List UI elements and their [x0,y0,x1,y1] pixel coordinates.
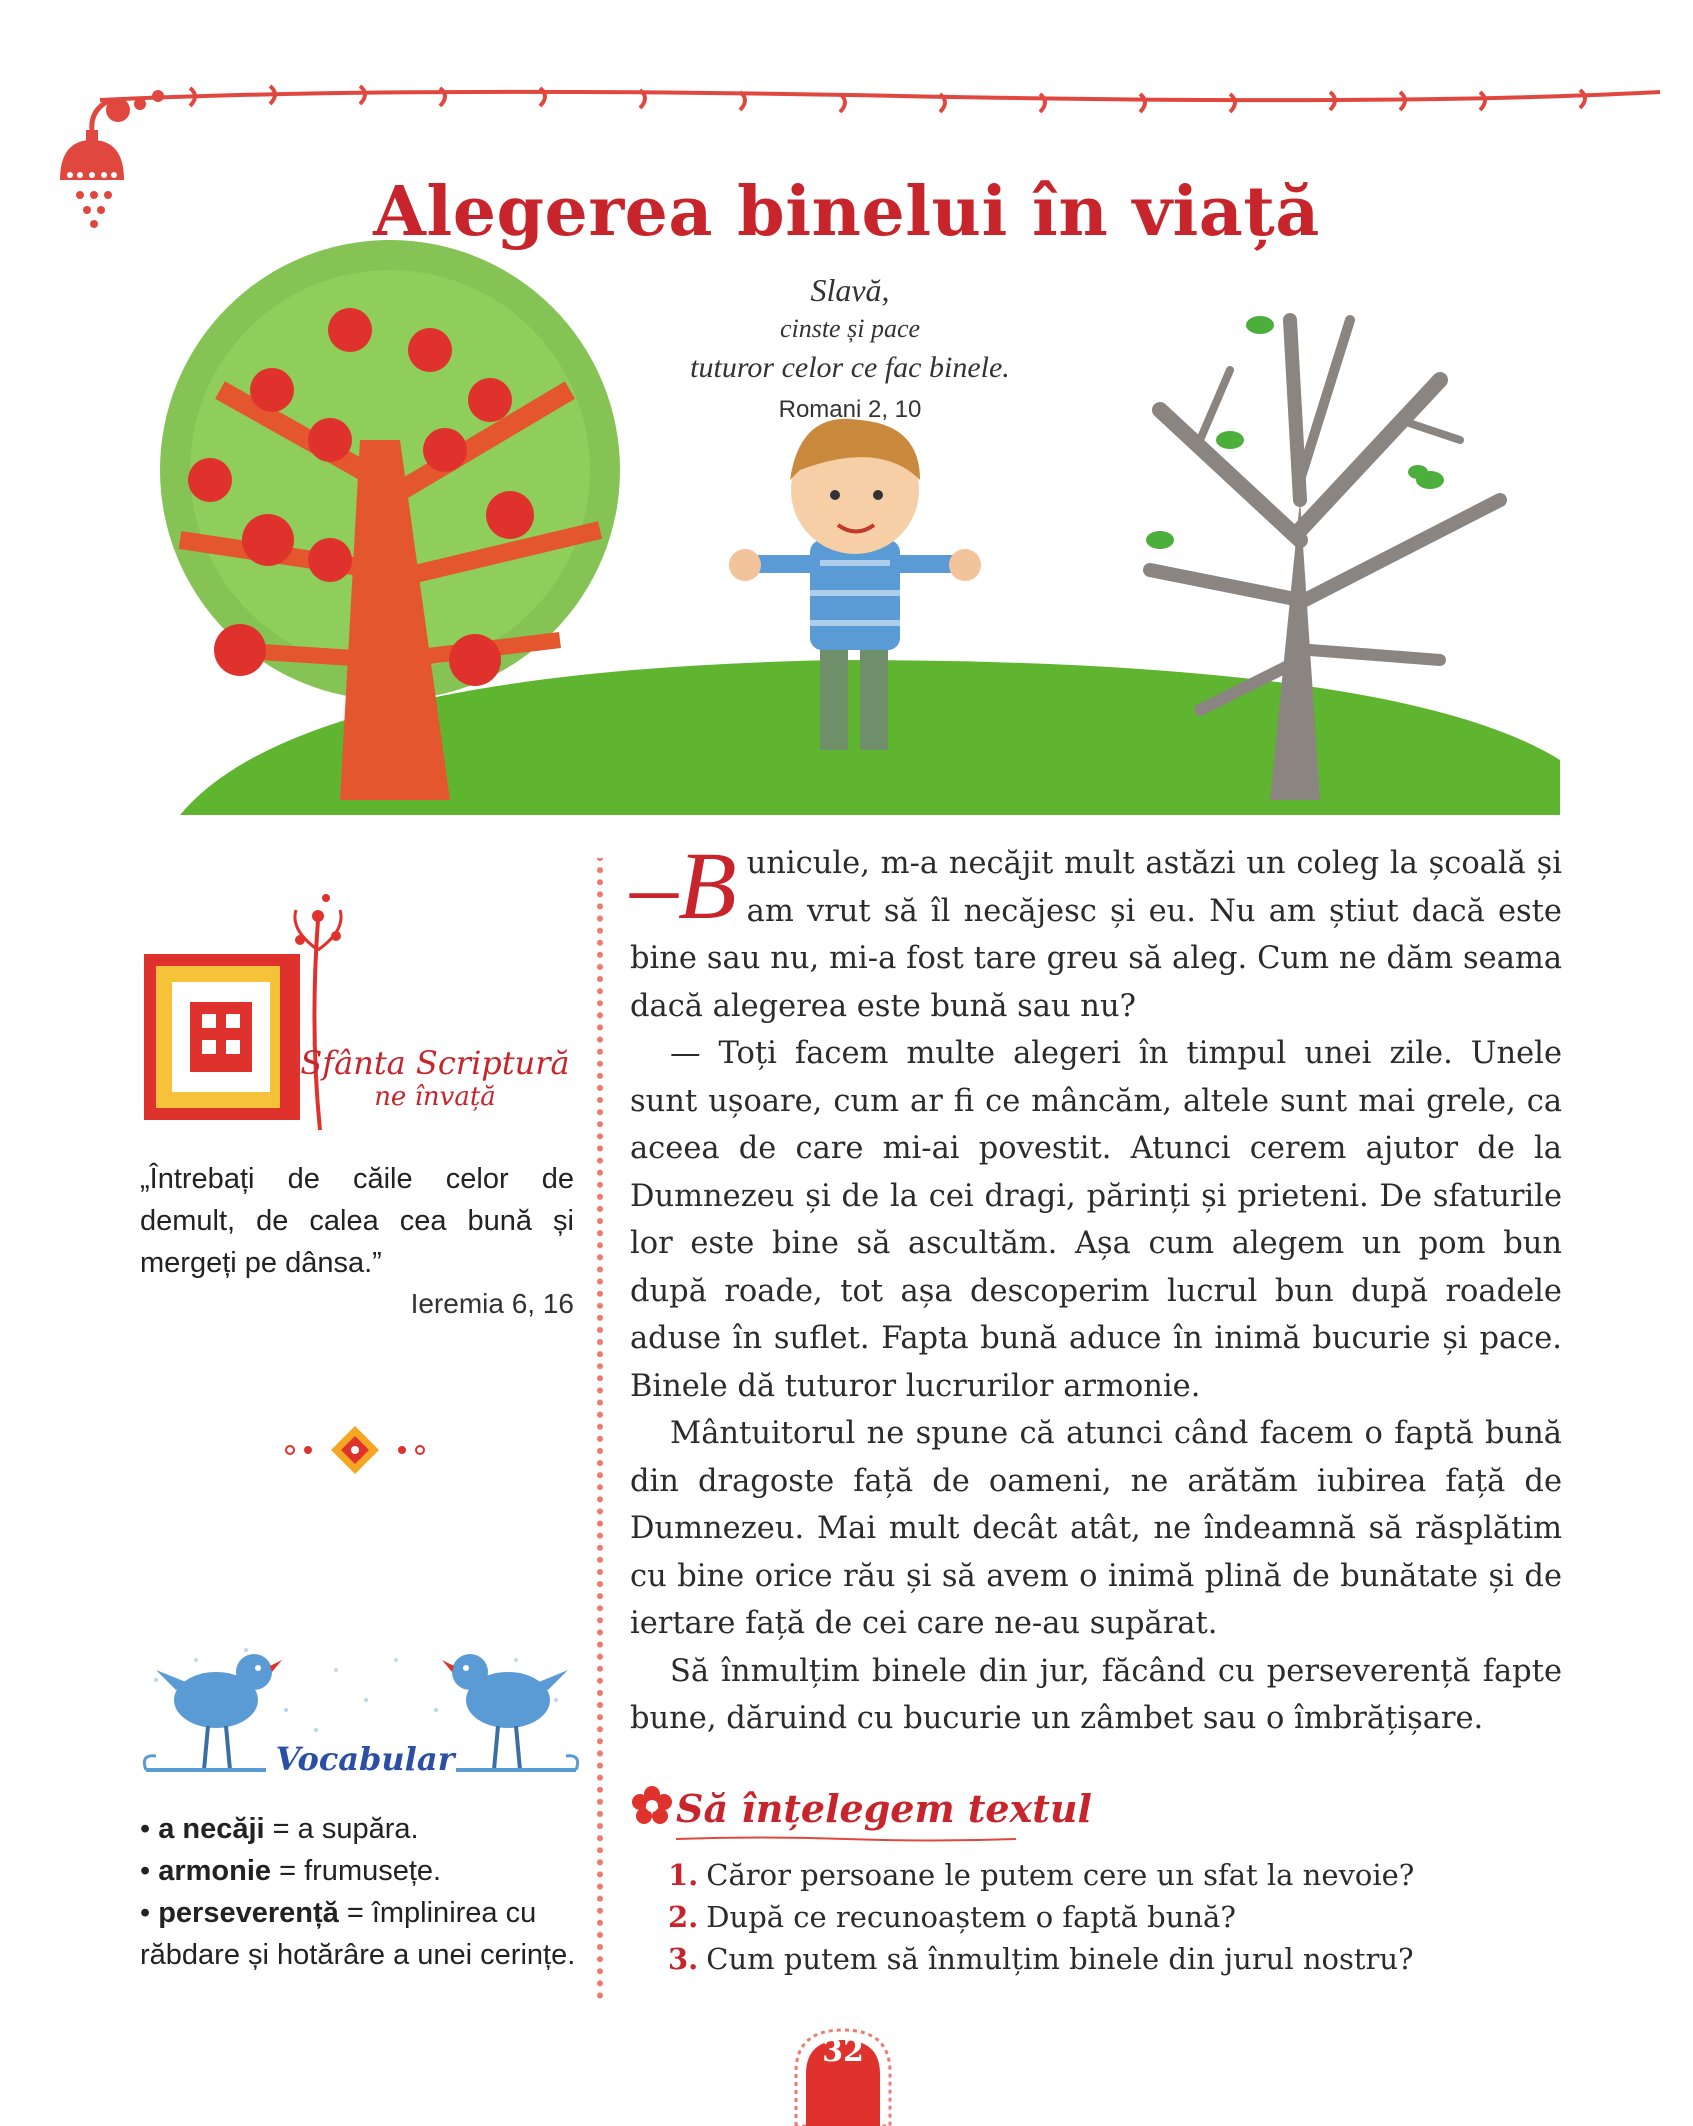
story-paragraph-1 [630,832,1562,1030]
vocabulary-term: a necăji [158,1813,265,1845]
verse-reference: Romani 2, 10 [778,396,922,423]
bird-icon [156,1654,282,1770]
vocabulary-list [140,1808,590,1976]
bird-icon [442,1654,568,1770]
red-flower-icon [632,1786,672,1826]
drop-cap: –B [630,832,737,939]
verse-line-3: tuturor celor ce fac binele. [690,351,1010,384]
page-title: Alegerea binelui în viață [373,172,1320,252]
vocabulary-definition: = frumusețe. [271,1855,442,1887]
vocabulary-definition: = a supăra. [264,1813,419,1845]
question-number: 2. [668,1900,699,1934]
story-text [630,832,1562,1743]
questions-list [668,1854,1568,1980]
question-text: Căror persoane le putem cere un sfat la nevoie? [706,1858,1415,1892]
question-item [668,1938,1568,1980]
scripture-heading [300,1045,570,1113]
scripture-quote: „Întrebați de căile celor de demult, de calea cea bună și mergeți pe dânsa.” [140,1163,574,1279]
vocabulary-item: • armonie = frumusețe. [140,1855,442,1887]
question-text: Cum putem să înmulțim binele din jurul nostru? [706,1942,1414,1976]
question-text: După ce recunoaștem o faptă bună? [706,1900,1236,1934]
story-paragraph-1-text: unicule, m-a necăjit mult astăzi un coleg la școală și am vrut să îl necăjesc și eu. Nu am știut dacă este bine sau nu, mi-a fost tare greu să aleg. Cum ne dăm seama dacă alegerea este bună sau nu? [630,846,1562,1024]
verse-line-1: Slavă, [810,272,890,308]
story-paragraph-4: Să înmulțim binele din jur, făcând cu perseverență fapte bune, dăruind cu bucurie un zâmbet sau o îmbrățișare. [630,1653,1562,1736]
vocabulary-term: armonie [158,1855,272,1887]
scripture-heading-line-1: Sfânta Scriptură [300,1044,570,1082]
story-paragraph-3: Mântuitorul ne spune că atunci când facem o faptă bună din dragoste față de oameni, ne arătăm iubirea față de Dumnezeu. Mai mult decât atât, ne îndeamnă să răsplătim cu bine orice rău și să avem o inimă plină de bunătate și de iertare față de cei care ne-au supărat. [630,1416,1562,1641]
vocabulary-term: perseverență [158,1897,339,1929]
vocabulary-title: Vocabular [275,1740,455,1778]
epigraph-verse [630,270,1070,424]
question-number: 1. [668,1858,699,1892]
verse-line-2: cinste și pace [779,314,921,343]
vocabulary-item: • a necăji = a supăra. [140,1813,419,1845]
section-heading: Să înțelegem textul [676,1786,1092,1831]
question-item [668,1896,1568,1938]
vocabulary-definition: = împlinirea cu răbdare și hotărâre a unei cerințe. [140,1897,576,1971]
heading-underline [676,1836,1016,1842]
vocabulary-item: • perseverență = împlinirea cu răbdare și hotărâre a unei cerințe. [140,1897,576,1971]
question-number: 3. [668,1942,699,1976]
page-number: 32 [822,2034,864,2069]
story-paragraph-2: — Toți facem multe alegeri în timpul unei zile. Unele sunt ușoare, cum ar fi ce mâncăm, altele sunt mai grele, ca aceea de care mi-ai povestit. Atunci cerem ajutor de la Dumnezeu și de la cei dragi, părinți și prieteni. De sfaturile lor este bine să ascultăm. Așa cum alegem un pom bun după roade, tot așa descoperim lucrul bun după roadele aduse în suflet. Fapta bună aduce în inimă bucurie și pace. Binele dă tuturor lucrurilor armonie. [630,1036,1562,1404]
scripture-heading-line-2: ne învață [374,1082,496,1112]
diamond-ornament-icon [280,1420,430,1480]
column-divider [594,858,606,2006]
scripture-reference: Ieremia 6, 16 [410,1288,574,1319]
question-item [668,1854,1568,1896]
